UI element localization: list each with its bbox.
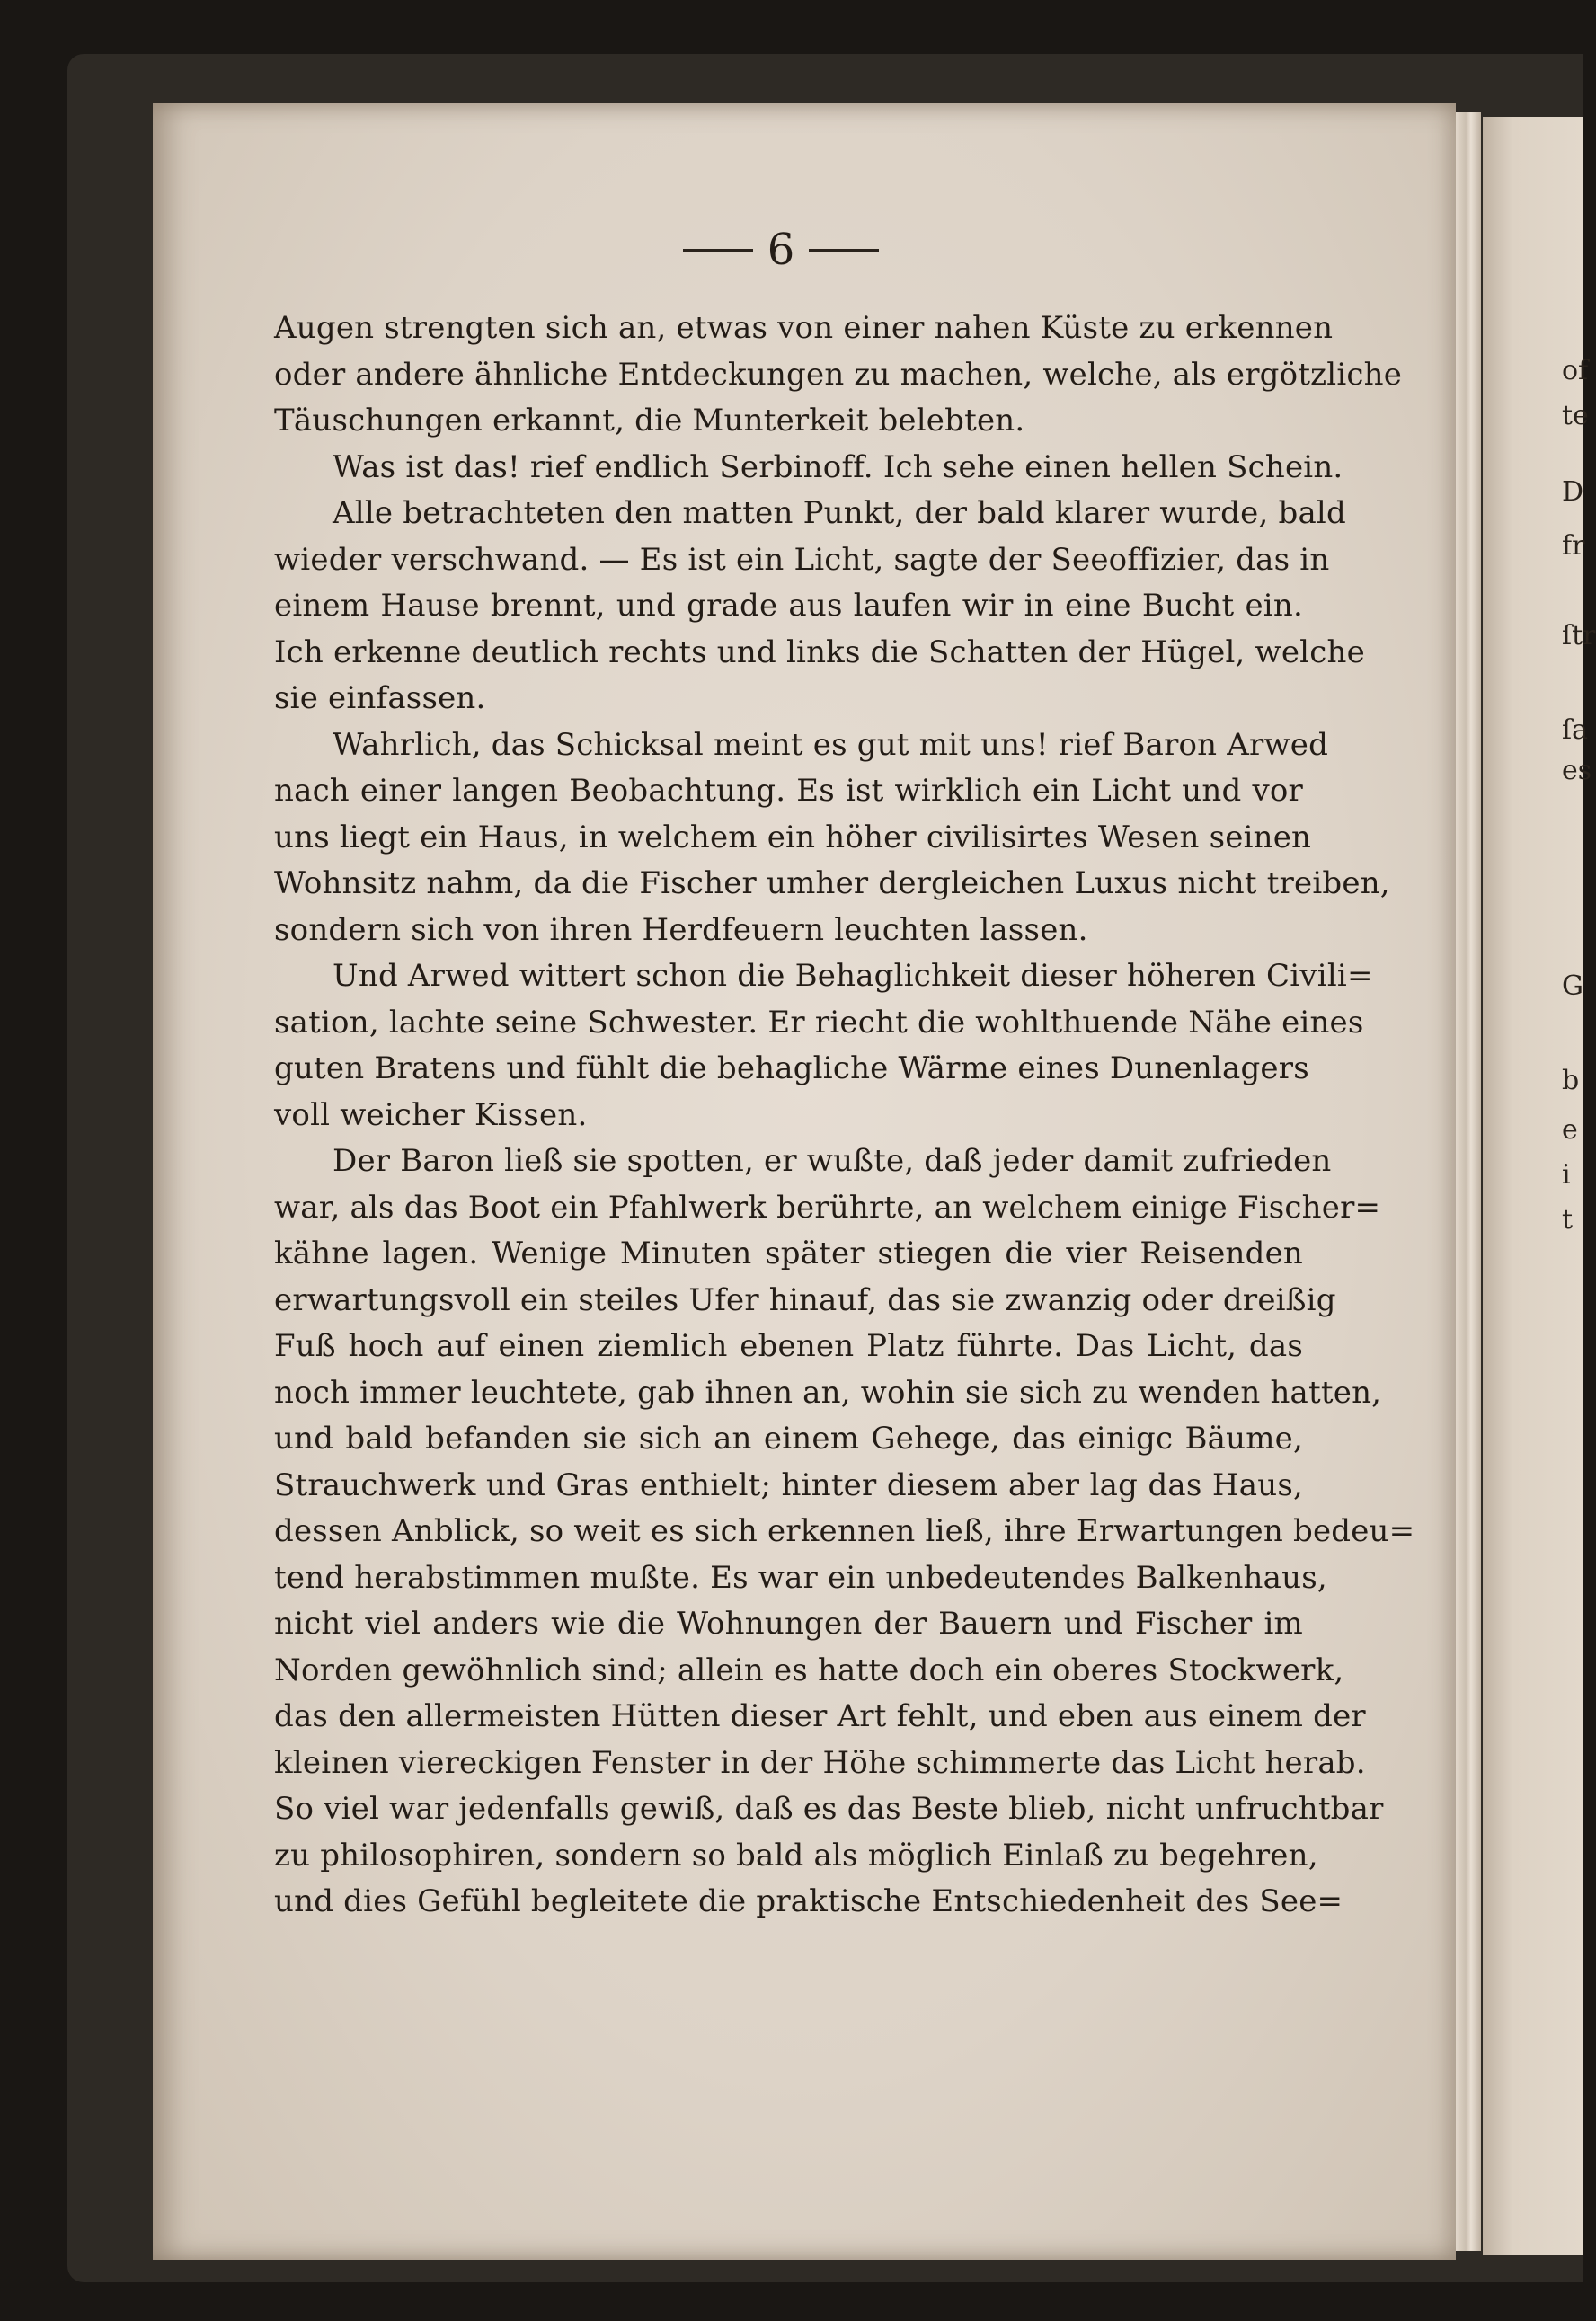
text-line: Was ist das! rief endlich Serbinoff. Ich sehe einen hellen Schein. [332,448,1343,485]
text-line: Alle betrachteten den matten Punkt, der bald klarer wurde, bald [332,495,1346,531]
text-line: Ich erkenne deutlich rechts und links die Schatten der Hügel, welche [274,633,1365,670]
text-line: und dies Gefühl begleitete die praktische Entschiedenheit des See= [274,1883,1343,1919]
text-line: Wahrlich, das Schicksal meint es gut mit uns! rief Baron Arwed [332,726,1329,763]
text-line: So viel war jedenfalls gewiß, daß es das Beste blieb, nicht unfruchtbar [274,1791,1384,1827]
adjacent-page-fragment: fr [1562,530,1585,562]
text-line: Und Arwed wittert schon die Behaglichkeit dieser höheren Civili= [332,958,1373,994]
adjacent-page-fragment: D [1562,476,1584,508]
text-line: sie einfassen. [274,680,486,716]
text-line: noch immer leuchtete, gab ihnen an, wohin sie sich zu wenden hatten, [274,1374,1382,1411]
adjacent-page-fragment: of [1562,355,1589,386]
text-line: zu philosophiren, sondern so bald als möglich Einlaß zu begehren, [274,1837,1318,1874]
text-line: nach einer langen Beobachtung. Es ist wirklich ein Licht und vor [274,773,1303,809]
page-number-rule-right [809,249,879,252]
adjacent-page-fragment: e [1562,1114,1578,1146]
text-line: kähne lagen. Wenige Minuten später stiegen die vier Reisenden [274,1236,1303,1271]
text-line: Fuß hoch auf einen ziemlich ebenen Platz führte. Das Licht, das [274,1328,1303,1364]
page-number-value: 6 [767,225,795,275]
adjacent-page-fragment: es [1562,755,1592,786]
page-number [663,223,899,277]
text-line: voll weicher Kissen. [274,1096,588,1133]
text-line: uns liegt ein Haus, in welchem ein höher civilisirtes Wesen seinen [274,819,1312,855]
text-line: und bald befanden sie sich an einem Gehege, das einigc Bäume, [274,1421,1303,1457]
text-line: guten Bratens und fühlt die behagliche Wärme eines Dunenlagers [274,1050,1309,1086]
text-line: war, als das Boot ein Pfahlwerk berührte, an welchem einige Fischer= [274,1189,1381,1226]
text-line: kleinen viereckigen Fenster in der Höhe schimmerte das Licht herab. [274,1744,1366,1781]
adjacent-page-fragment: b [1562,1065,1580,1096]
page-text [274,306,1415,1926]
text-line: nicht viel anders wie die Wohnungen der Bauern und Fischer im [274,1606,1303,1642]
text-line: sondern sich von ihren Herdfeuern leuchten lassen. [274,911,1088,948]
adjacent-page-fragment: i [1562,1159,1571,1191]
text-line: dessen Anblick, so weit es sich erkennen ließ, ihre Erwartungen bedeu= [274,1513,1415,1549]
adjacent-page-fragment: G [1562,970,1583,1002]
text-line: Täuschungen erkannt, die Munterkeit belebten. [274,403,1025,439]
text-line: Strauchwerk und Gras enthielt; hinter diesem aber lag das Haus, [274,1466,1303,1503]
text-line: oder andere ähnliche Entdeckungen zu machen, welche, als ergötzliche [274,356,1403,393]
text-line: das den allermeisten Hütten dieser Art fehlt, und eben aus einem der [274,1698,1366,1734]
text-line: einem Hause brennt, und grade aus laufen wir in eine Bucht ein. [274,588,1303,624]
text-line: sation, lachte seine Schwester. Er riecht die wohlthuende Nähe eines [274,1004,1364,1041]
adjacent-page-fragment: t [1562,1204,1574,1236]
adjacent-page-fragment: te [1562,400,1589,431]
text-line: wieder verschwand. — Es ist ein Licht, sagte der Seeoffizier, das in [274,541,1330,578]
adjacent-page-fragment: ſtr [1562,620,1596,651]
adjacent-page [1483,117,1596,2255]
page-edge [1456,112,1481,2251]
text-line: erwartungsvoll ein steiles Ufer hinauf, das sie zwanzig oder dreißig [274,1281,1336,1318]
text-line: Augen strengten sich an, etwas von einer nahen Küste zu erkennen [274,310,1334,346]
text-line: Der Baron ließ sie spotten, er wußte, daß jeder damit zufrieden [332,1143,1332,1179]
page-number-rule-left [683,249,753,252]
adjacent-page-fragment: ſa [1562,714,1588,746]
text-line: Wohnsitz nahm, da die Fischer umher dergleichen Luxus nicht treiben, [274,865,1390,901]
text-line: tend herabstimmen mußte. Es war ein unbedeutendes Balkenhaus, [274,1559,1327,1596]
text-line: Norden gewöhnlich sind; allein es hatte doch ein oberes Stockwerk, [274,1652,1344,1688]
